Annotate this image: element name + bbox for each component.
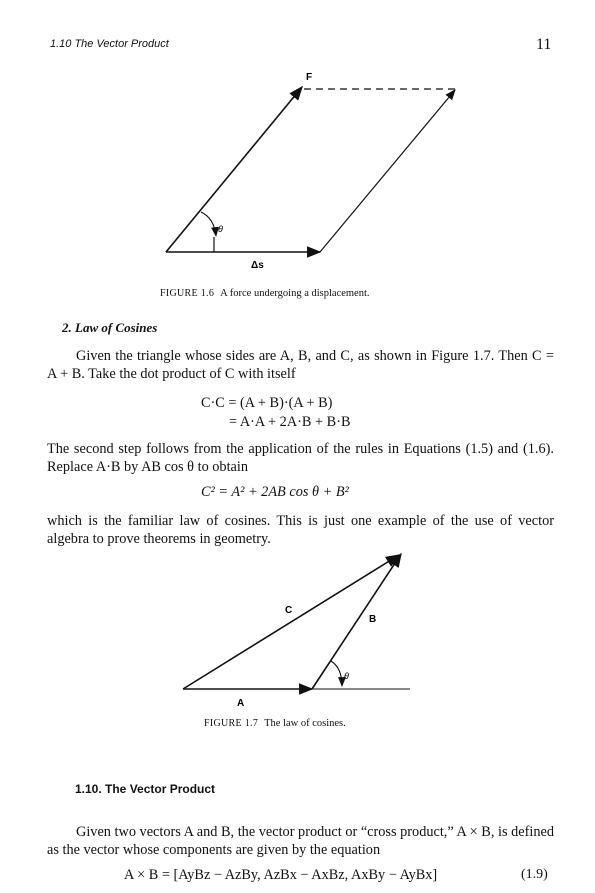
equation-law-of-cosines: C² = A² + 2AB cos θ + B² xyxy=(201,484,349,500)
subsection-heading: 2. Law of Cosines xyxy=(62,320,158,335)
equation-number: (1.9) xyxy=(521,867,548,882)
label-theta: θ xyxy=(344,671,349,681)
caption-label: FIGURE 1.6 xyxy=(160,288,215,299)
vector-C xyxy=(183,555,399,689)
equation-line: C·C = (A + B)·(A + B) xyxy=(201,395,333,411)
running-header-title: 1.10 The Vector Product xyxy=(50,38,169,50)
paragraph: which is the familiar law of cosines. This is just one example of the use of vector algebra to prove theorems in geometry. xyxy=(47,513,554,547)
vector-B xyxy=(312,554,401,689)
label-B: B xyxy=(369,614,377,625)
label-F: F xyxy=(306,72,313,83)
page-number: 11 xyxy=(536,36,552,53)
caption-label: FIGURE 1.7 xyxy=(204,718,259,729)
angle-arc xyxy=(201,212,216,236)
equation-cross-product: A × B = [AyBz − AzBy, AzBx − AxBz, AxBy − AyBx] xyxy=(124,867,438,883)
equation-line: = A·A + 2A·B + B·B xyxy=(229,414,351,430)
label-theta: θ xyxy=(218,224,223,234)
label-A: A xyxy=(237,698,245,709)
angle-arc xyxy=(331,661,342,686)
figure-1-6-caption xyxy=(160,288,370,299)
section-heading: 1.10. The Vector Product xyxy=(75,782,216,796)
paragraph: The second step follows from the application of the rules in Equations (1.5) and (1.6). Replace A·B by AB cos θ to obtain xyxy=(47,441,554,475)
paragraph: Given the triangle whose sides are A, B, and C, as shown in Figure 1.7. Then C = A + B. Take the dot product of C with itself xyxy=(47,348,554,382)
force-vector xyxy=(166,87,302,252)
caption-text: The law of cosines. xyxy=(264,718,346,729)
figure-1-7-caption xyxy=(204,718,346,729)
label-delta-s: Δs xyxy=(251,260,264,271)
label-C: C xyxy=(285,605,293,616)
caption-text: A force undergoing a displacement. xyxy=(220,288,370,299)
paragraph: Given two vectors A and B, the vector product or “cross product,” A × B, is defined as the vector whose components are given by the equation xyxy=(47,824,554,858)
figure-1-6 xyxy=(0,0,595,300)
figure-1-7 xyxy=(0,540,595,720)
parallelogram-right-side xyxy=(320,90,455,252)
